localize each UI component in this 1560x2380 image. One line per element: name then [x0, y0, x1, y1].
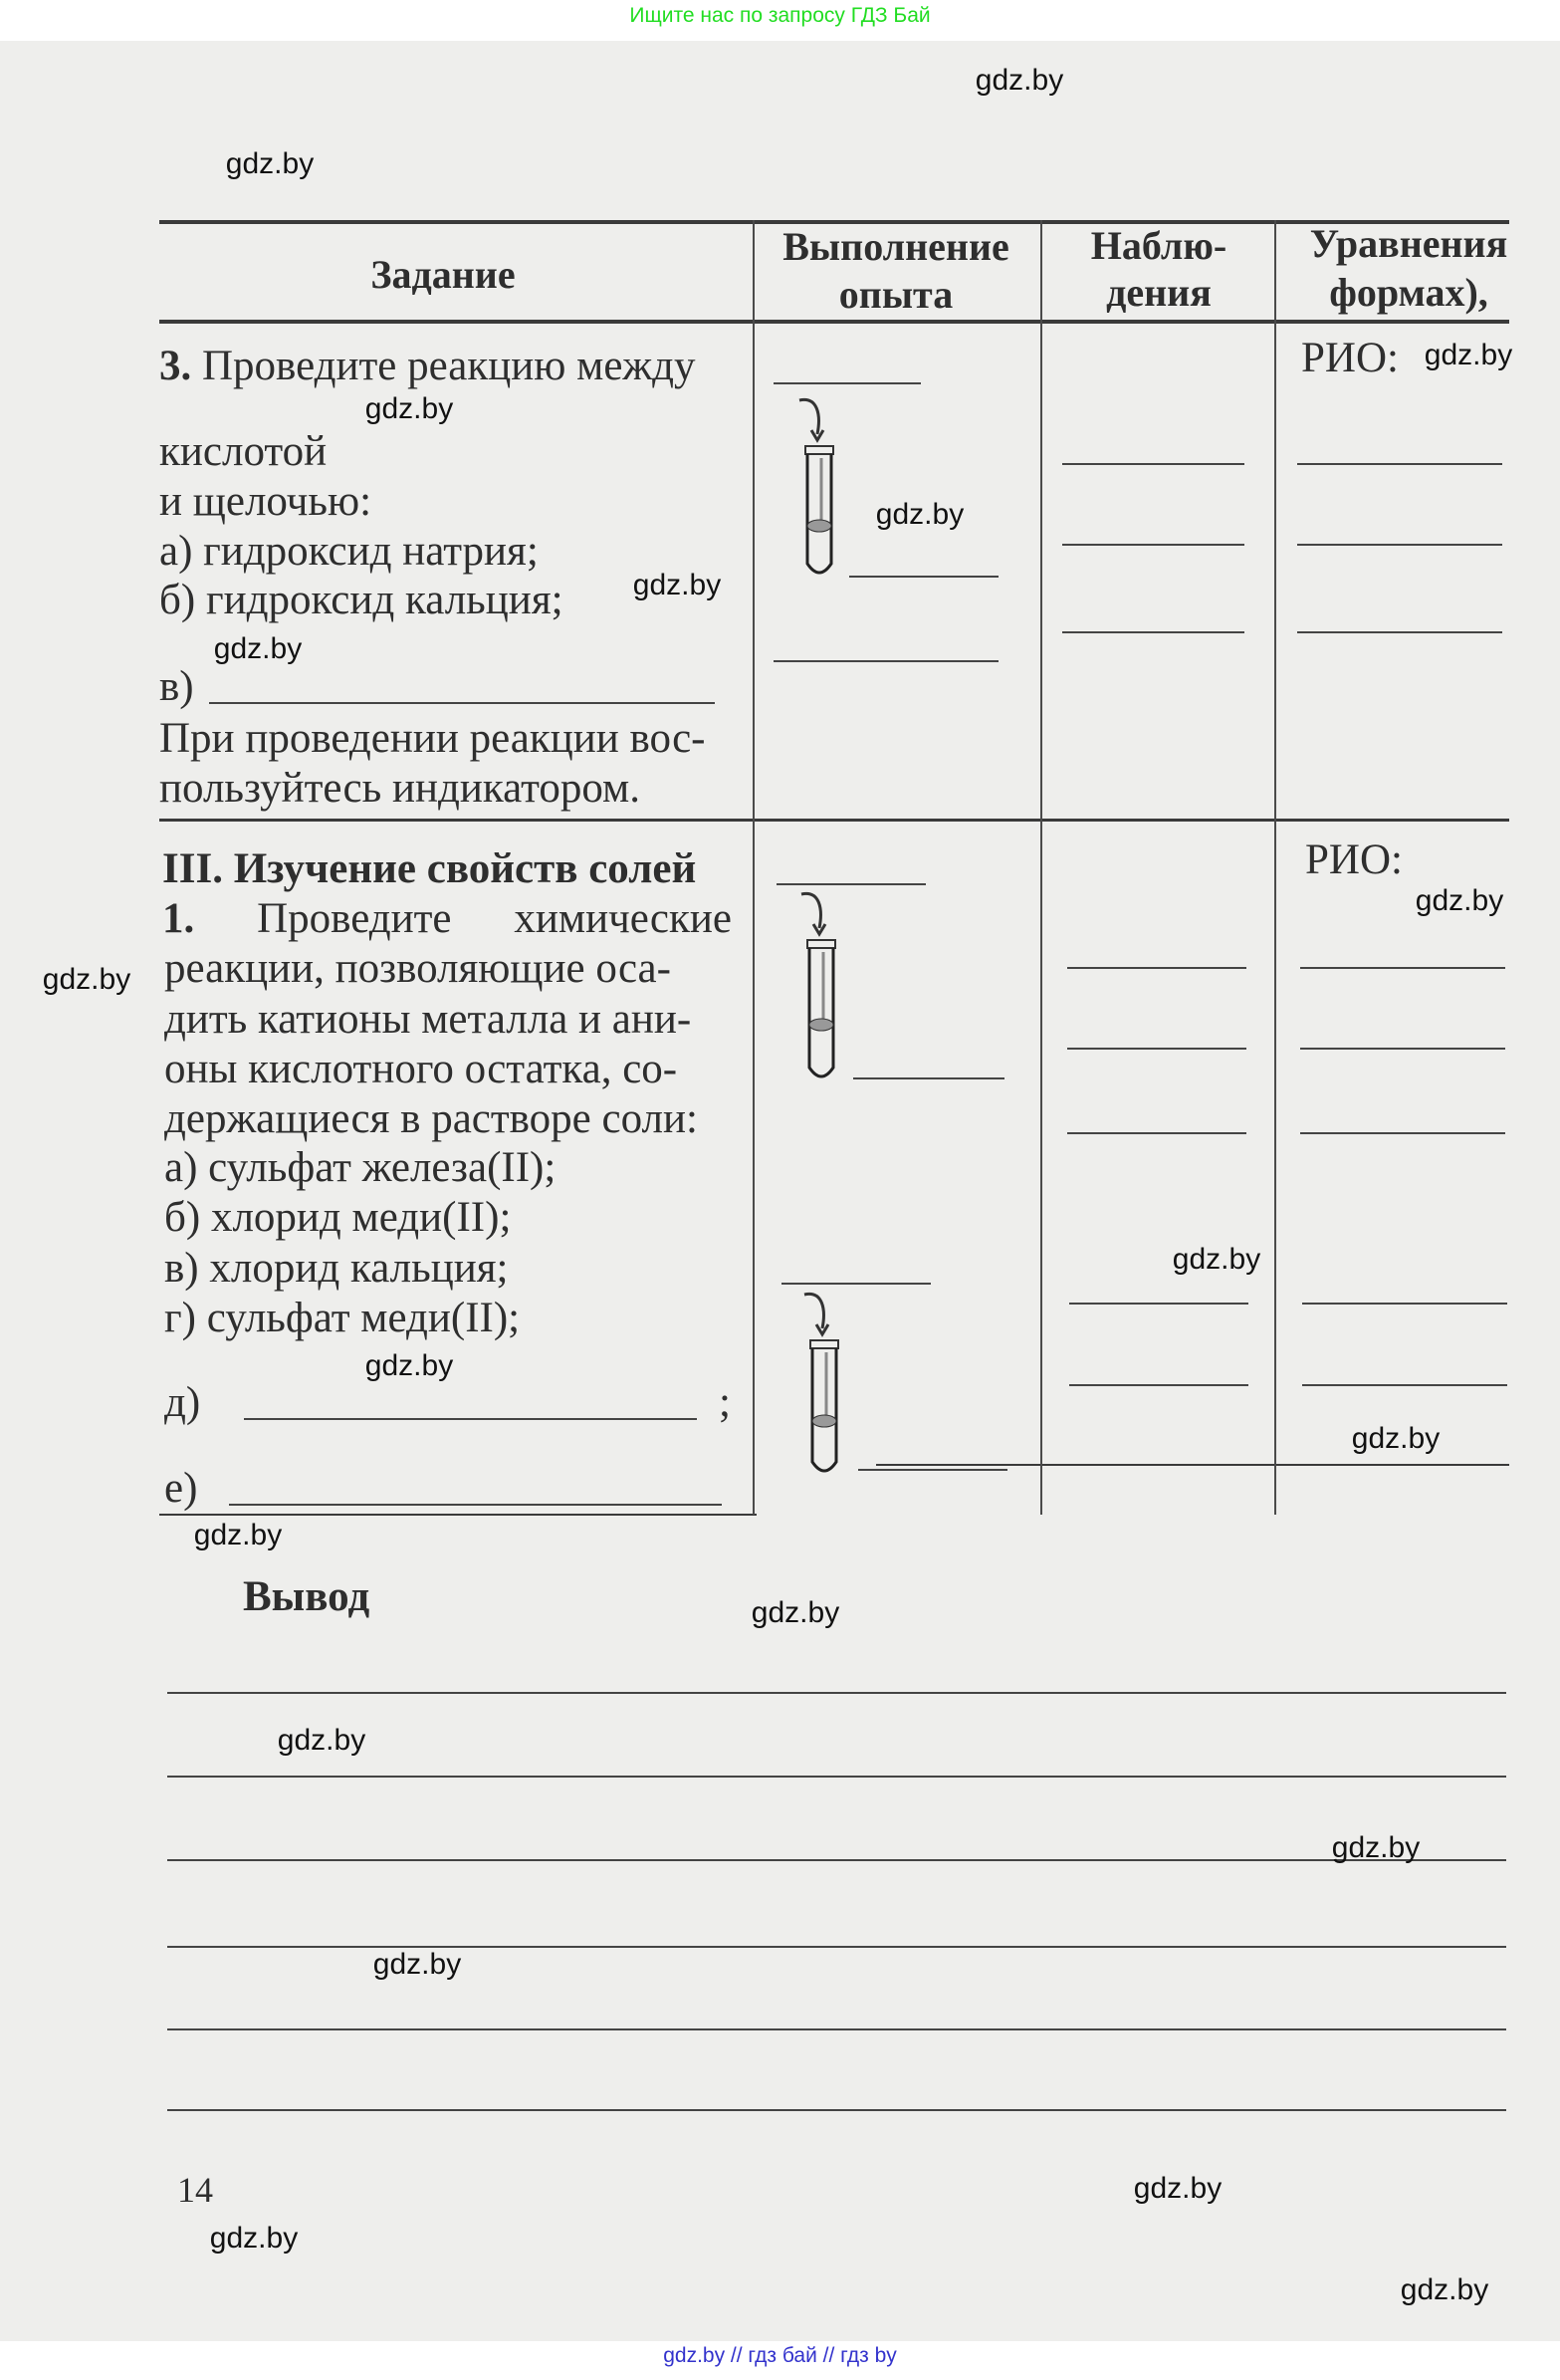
- observation-blank[interactable]: [1067, 1132, 1246, 1134]
- watermark: gdz.by: [751, 1596, 840, 1629]
- salts-option-d: д): [164, 1379, 201, 1426]
- header-observations-2: дения: [1106, 270, 1212, 315]
- watermark: gdz.by: [1331, 1831, 1421, 1864]
- task-3-option-v-blank[interactable]: [209, 702, 715, 704]
- experiment-blank[interactable]: [849, 576, 999, 578]
- conclusion-line[interactable]: [167, 1946, 1506, 1948]
- header-equations-1: Уравнения: [1309, 221, 1508, 266]
- salts-task-line: держащиеся в растворе соли:: [164, 1095, 698, 1142]
- column-divider-2: [1040, 220, 1042, 1515]
- salts-option-a: а) сульфат железа(II);: [164, 1144, 557, 1191]
- header-experiment-2: опыта: [838, 272, 954, 317]
- column-divider-3: [1274, 220, 1276, 1515]
- conclusion-title: Вывод: [243, 1573, 370, 1620]
- salts-task-line: дить катионы металла и ани-: [164, 996, 692, 1043]
- task-3-note: пользуйтесь индикатором.: [159, 765, 640, 812]
- watermark: gdz.by: [1133, 2172, 1223, 2205]
- salts-option-g: г) сульфат меди(II);: [164, 1295, 521, 1341]
- salts-task-number: 1.: [162, 895, 195, 942]
- salts-task-word: Проведите: [257, 895, 452, 942]
- conclusion-line[interactable]: [167, 2028, 1506, 2030]
- watermark: gdz.by: [213, 632, 303, 665]
- equation-blank[interactable]: [1297, 544, 1502, 546]
- observation-blank[interactable]: [1069, 1303, 1248, 1305]
- header-task: Задание: [370, 252, 516, 297]
- watermark: gdz.by: [875, 498, 965, 531]
- salts-option-e-blank[interactable]: [229, 1504, 722, 1506]
- header-bottom-rule: [159, 320, 1509, 324]
- equation-blank[interactable]: [1300, 1132, 1505, 1134]
- salts-option-d-semicolon: ;: [719, 1379, 731, 1426]
- task-3-option-v: в): [159, 663, 194, 710]
- section-salts-title: III. Изучение свойств солей: [162, 845, 697, 892]
- header-experiment-1: Выполнение: [782, 224, 1009, 269]
- equation-blank[interactable]: [1297, 463, 1502, 465]
- observation-blank[interactable]: [1062, 631, 1244, 633]
- test-tube-icon: [796, 1291, 856, 1480]
- salts-option-d-blank[interactable]: [244, 1418, 697, 1420]
- watermark: gdz.by: [42, 963, 131, 996]
- page-number: 14: [177, 2170, 213, 2210]
- test-tube-icon: [791, 396, 851, 582]
- test-tube-icon: [793, 890, 853, 1085]
- salts-task-line: реакции, позволяющие оса-: [164, 945, 671, 992]
- table-bottom-rule: [159, 1514, 757, 1516]
- conclusion-line[interactable]: [167, 1859, 1506, 1861]
- equation-blank[interactable]: [1300, 967, 1505, 969]
- experiment-blank[interactable]: [858, 1469, 1007, 1471]
- observation-blank[interactable]: [1069, 1384, 1248, 1386]
- watermark: gdz.by: [225, 147, 315, 180]
- salts-task-line-1: [162, 897, 732, 940]
- watermark: gdz.by: [193, 1519, 283, 1551]
- watermark: gdz.by: [364, 392, 454, 425]
- footer-links[interactable]: gdz.by // гдз бай // гдз by: [663, 2344, 897, 2367]
- experiment-blank[interactable]: [774, 382, 921, 384]
- watermark: gdz.by: [1172, 1243, 1261, 1276]
- salts-option-e: е): [164, 1465, 198, 1512]
- observation-blank[interactable]: [1067, 967, 1246, 969]
- equation-blank[interactable]: [1302, 1384, 1507, 1386]
- header-equations-2: формах),: [1329, 270, 1488, 315]
- watermark: gdz.by: [1415, 884, 1504, 917]
- task-3-note: При проведении реакции вос-: [159, 715, 706, 762]
- watermark: gdz.by: [1424, 339, 1513, 371]
- equation-blank[interactable]: [1300, 1048, 1505, 1050]
- section-divider: [159, 819, 1509, 822]
- observation-blank[interactable]: [1062, 544, 1244, 546]
- search-banner[interactable]: Ищите нас по запросу ГДЗ Бай: [629, 4, 931, 27]
- header-observations-1: Наблю-: [1090, 223, 1227, 268]
- experiment-blank[interactable]: [853, 1077, 1004, 1079]
- watermark: gdz.by: [1400, 2273, 1489, 2306]
- watermark: gdz.by: [364, 1349, 454, 1382]
- conclusion-line[interactable]: [167, 2109, 1506, 2111]
- task-3-number: 3.: [159, 343, 192, 389]
- watermark: gdz.by: [209, 2222, 299, 2255]
- table-bottom-rule-right: [876, 1464, 1509, 1466]
- task-3-option-b: б) гидроксид кальция;: [159, 577, 563, 623]
- rio-label: РИО:: [1305, 836, 1403, 883]
- task-3-text: Проведите реакцию между: [202, 343, 696, 389]
- task-3-line: и щелочью:: [159, 478, 372, 525]
- equation-blank[interactable]: [1297, 631, 1502, 633]
- equation-blank[interactable]: [1302, 1303, 1507, 1305]
- column-divider-1: [753, 220, 755, 1515]
- experiment-blank[interactable]: [774, 660, 999, 662]
- watermark: gdz.by: [277, 1724, 366, 1757]
- task-3-option-a: а) гидроксид натрия;: [159, 528, 539, 575]
- observation-blank[interactable]: [1067, 1048, 1246, 1050]
- experiment-blank[interactable]: [781, 1283, 931, 1285]
- salts-task-line: оны кислотного остатка, со-: [164, 1046, 678, 1092]
- salts-option-b: б) хлорид меди(II);: [164, 1194, 512, 1241]
- task-3-line-1: [159, 345, 696, 387]
- conclusion-line[interactable]: [167, 1776, 1506, 1778]
- salts-option-v: в) хлорид кальция;: [164, 1245, 509, 1292]
- rio-label: РИО:: [1301, 335, 1399, 381]
- observation-blank[interactable]: [1062, 463, 1244, 465]
- salts-task-word: химические: [514, 895, 732, 942]
- watermark: gdz.by: [975, 64, 1064, 97]
- experiment-blank[interactable]: [777, 883, 926, 885]
- watermark: gdz.by: [372, 1948, 462, 1981]
- watermark: gdz.by: [1351, 1422, 1441, 1455]
- task-3-line: кислотой: [159, 428, 328, 475]
- conclusion-line[interactable]: [167, 1692, 1506, 1694]
- watermark: gdz.by: [632, 569, 722, 601]
